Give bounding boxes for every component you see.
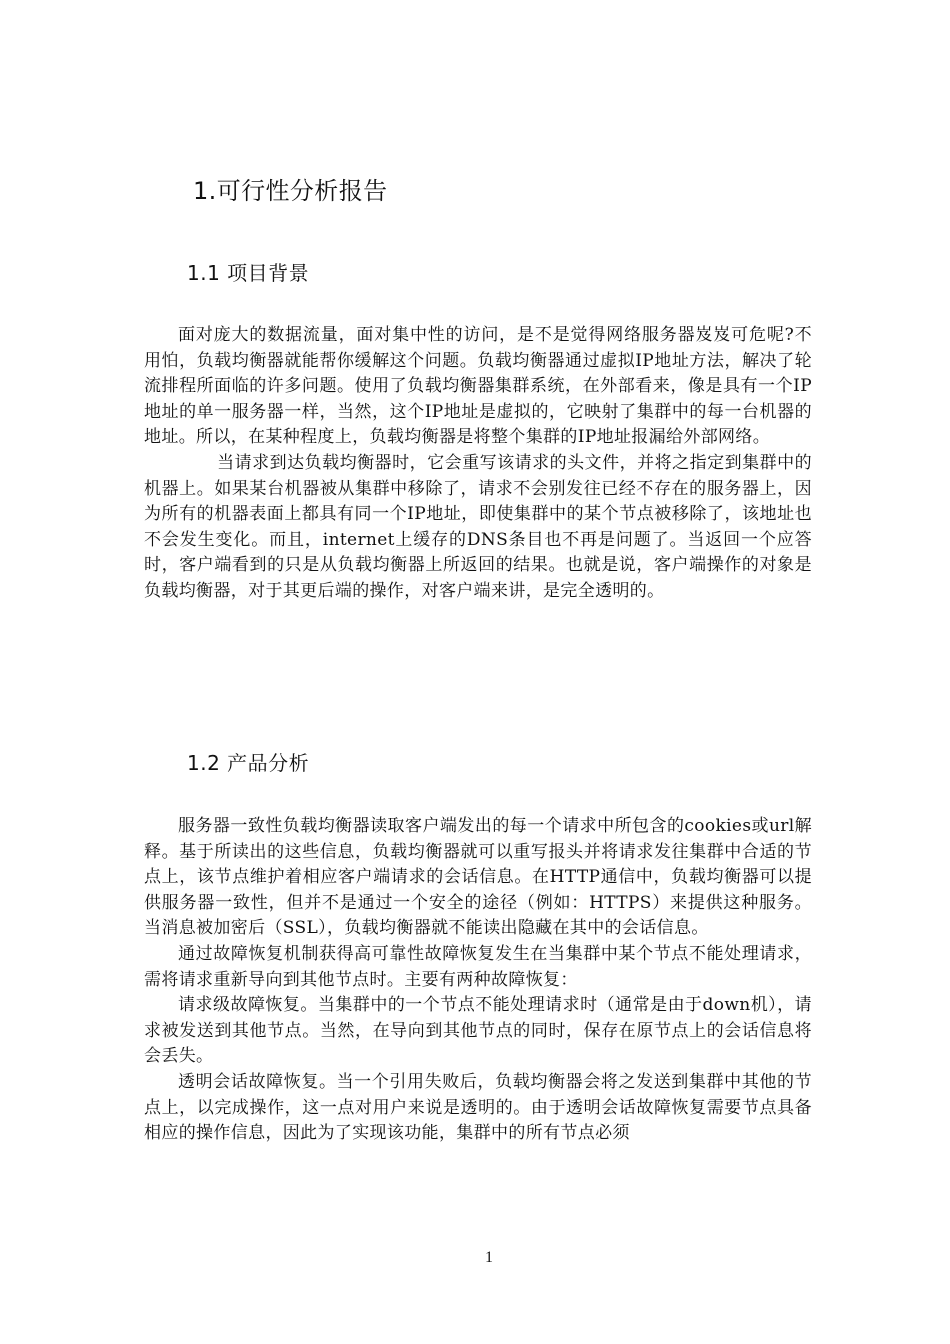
section-heading-product-analysis: 1.2 产品分析 xyxy=(187,751,310,775)
page-number: 1 xyxy=(485,1249,493,1266)
section-body-project-background xyxy=(144,323,812,605)
paragraph: 请求级故障恢复。当集群中的一个节点不能处理请求时（通常是由于down机），请求被发送到其他节点。当然，在导向到其他节点的同时，保存在原节点上的会话信息将会丢失。 xyxy=(144,995,812,1067)
paragraph: 透明会话故障恢复。当一个引用失败后，负载均衡器会将之发送到集群中其他的节点上，以完成操作，这一点对用户来说是透明的。由于透明会话故障恢复需要节点具备相应的操作信息，因此为了实现该功能，集群中的所有节点必须 xyxy=(144,1071,812,1144)
paragraph: 当请求到达负载均衡器时，它会重写该请求的头文件，并将之指定到集群中的机器上。如果某台机器被从集群中移除了，请求不会别发往已经不存在的服务器上，因为所有的机器表面上都具有同一个IP地址，即使集群中的某个节点被移除了，该地址也不会发生变化。而且，internet上缓存的DNS条目也不再是问题了。当返回一个应答时，客户端看到的只是从负载均衡器上所返回的结果。也就是说，客户端操作的对象是负载均衡器，对于其更后端的操作，对客户端来讲，是完全透明的。 xyxy=(144,452,812,601)
paragraph: 服务器一致性负载均衡器读取客户端发出的每一个请求中所包含的cookies或url解释。基于所读出的这些信息，负载均衡器就可以重写报头并将请求发往集群中合适的节点上，该节点维护着相应客户端请求的会话信息。在HTTP通信中，负载均衡器可以提供服务器一致性，但并不是通过一个安全的途径（例如：HTTPS）来提供这种服务。当消息被加密后（SSL），负载均衡器就不能读出隐藏在其中的会话信息。 xyxy=(144,816,812,939)
section-body-product-analysis xyxy=(144,814,812,1147)
paragraph: 通过故障恢复机制获得高可靠性故障恢复发生在当集群中某个节点不能处理请求，需将请求重新导向到其他节点时。主要有两种故障恢复： xyxy=(144,943,812,990)
paragraph: 面对庞大的数据流量，面对集中性的访问，是不是觉得网络服务器岌岌可危呢?不用怕，负载均衡器就能帮你缓解这个问题。负载均衡器通过虚拟IP地址方法，解决了轮流排程所面临的许多问题。使用了负载均衡器集群系统，在外部看来，像是具有一个IP地址的单一服务器一样，当然，这个IP地址是虚拟的，它映射了集群中的每一台机器的地址。所以，在某种程度上，负载均衡器是将整个集群的IP地址报漏给外部网络。 xyxy=(144,325,812,448)
document-title: 1.可行性分析报告 xyxy=(193,177,388,205)
section-heading-project-background: 1.1 项目背景 xyxy=(187,261,310,285)
